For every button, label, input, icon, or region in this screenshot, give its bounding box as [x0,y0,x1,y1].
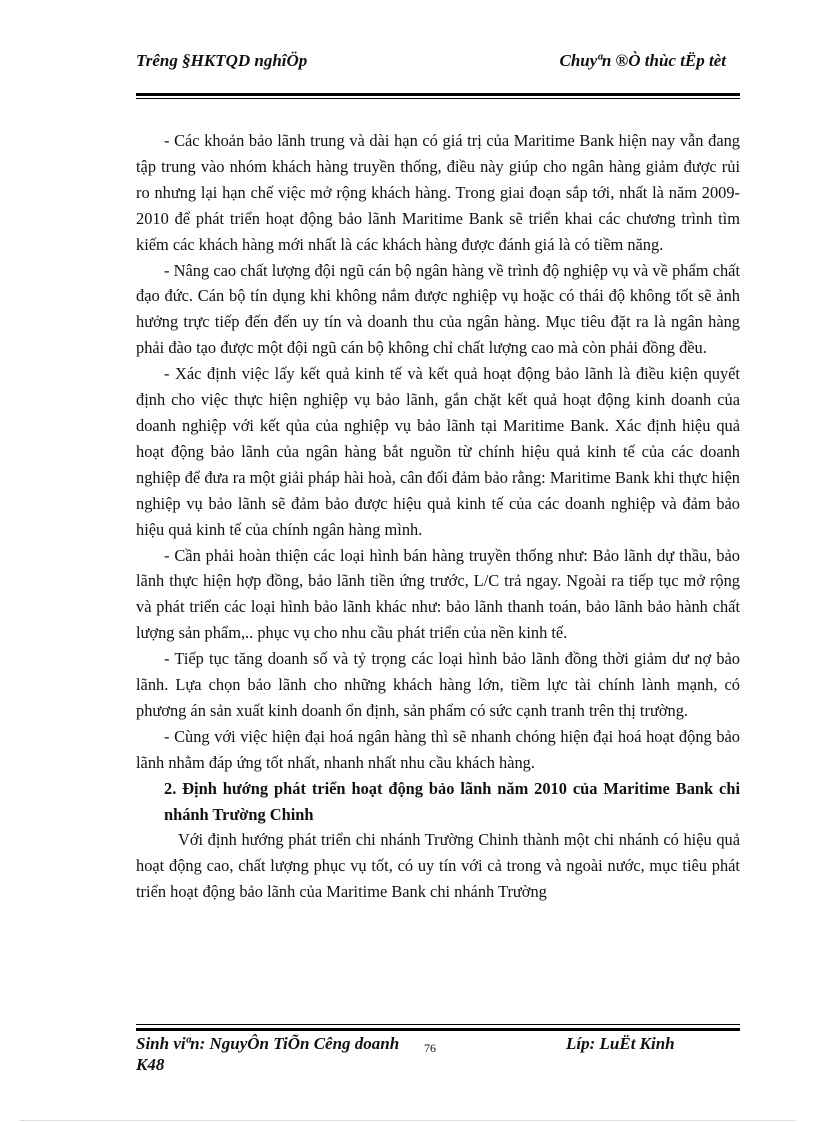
header-rule-thin [136,98,740,99]
footer-rule-thick [136,1028,740,1031]
page-header [136,50,740,92]
page-footer [136,1033,740,1077]
paragraph-5: - Tiếp tục tăng doanh số và tỷ trọng các loại hình bảo lãnh đồng thời giảm dư nợ bảo lãnh. Lựa chọn bảo lãnh cho những khách hàng lớn, tiềm lực tài chính lành mạnh, có phương án sản xuất kinh doanh ổn định, sản phẩm có sức cạnh tranh trên thị trường. [136,649,740,720]
section-heading: 2. Định hướng phát triển hoạt động bảo lãnh năm 2010 của Maritime Bank chi nhánh Trường Chinh [164,778,740,824]
page-number: 76 [424,1041,436,1055]
footer-rule-thin [136,1024,740,1025]
header-report-title: Chuyªn ®Ò thùc tËp tèt [559,51,726,70]
document-body [136,128,740,905]
page-bottom-border [20,1120,796,1121]
paragraph-1: - Các khoản bảo lãnh trung và dài hạn có giá trị của Maritime Bank hiện nay vẫn đang tập trung vào nhóm khách hàng truyền thống, điều này giúp cho ngân hàng giảm được rủi ro nhưng lại hạn chế việc mở rộng khách hàng. Trong giai đoạn sắp tới, nhất là năm 2009-2010 để phát triển hoạt động bảo lãnh Maritime Bank sẽ triển khai các chương trình tìm kiếm các khách hàng mới nhất là các khách hàng được đánh giá là có tiềm năng. [136,131,740,254]
paragraph-2: - Nâng cao chất lượng đội ngũ cán bộ ngân hàng về trình độ nghiệp vụ và về phẩm chất đạo đức. Cán bộ tín dụng khi không nắm được nghiệp vụ hoặc có thái độ không tốt sẽ ảnh hưởng trực tiếp đến đến uy tín và doanh thu của ngân hàng. Mục tiêu đặt ra là ngân hàng phải đào tạo được một đội ngũ cán bộ không chỉ chất lượng cao mà còn phải đồng đều. [136,260,740,358]
header-school: Trêng §HKTQD nghîÖp [136,51,308,70]
paragraph-6: - Cùng với việc hiện đại hoá ngân hàng thì sẽ nhanh chóng hiện đại hoá hoạt động bảo lãnh nhằm đáp ứng tốt nhất, nhanh nhất nhu cầu khách hàng. [136,726,740,772]
footer-student: Sinh viªn: NguyÔn TiÕn Cêng doanh K48 [136,1034,400,1074]
paragraph-4: - Cần phải hoàn thiện các loại hình bán hàng truyền thống như: Bảo lãnh dự thầu, bảo lãnh thực hiện hợp đồng, bảo lãnh tiền ứng trước, L/C trả ngay. Ngoài ra tiếp tục mở rộng và phát triển các loại hình bảo lãnh khác như: bảo lãnh thanh toán, bảo lãnh bảo hành chất lượng sản phẩm,.. phục vụ cho nhu cầu phát triển của nền kinh tế. [136,545,740,643]
footer-class: Líp: LuËt Kinh [566,1034,675,1053]
header-rule-thick [136,93,740,96]
section-paragraph: Với định hướng phát triển chi nhánh Trường Chinh thành một chi nhánh có hiệu quả hoạt động cao, chất lượng phục vụ tốt, có uy tín với cả trong và ngoài nước, mục tiêu phát triển hoạt động bảo lãnh của Maritime Bank chi nhánh Trường [136,830,740,902]
paragraph-3: - Xác định việc lấy kết quả kinh tế và kết quả hoạt động bảo lãnh là điều kiện quyết định cho việc thực hiện nghiệp vụ bảo lãnh, gắn chặt kết quả hoạt động kinh doanh của doanh nghiệp với kết qủa của nghiệp vụ bảo lãnh tại Maritime Bank. Xác định hiệu quả hoạt động bảo lãnh của ngân hàng bắt nguồn từ chính hiệu quả kinh tế của các doanh nghiệp để đưa ra một giải pháp hài hoà, cân đối đảm bảo rằng: Maritime Bank khi thực hiện nghiệp vụ bảo lãnh sẽ đảm bảo được hiệu quả kinh tế của các doanh nghiệp và đảm bảo hiệu quả kinh tế của chính ngân hàng mình. [136,364,740,539]
